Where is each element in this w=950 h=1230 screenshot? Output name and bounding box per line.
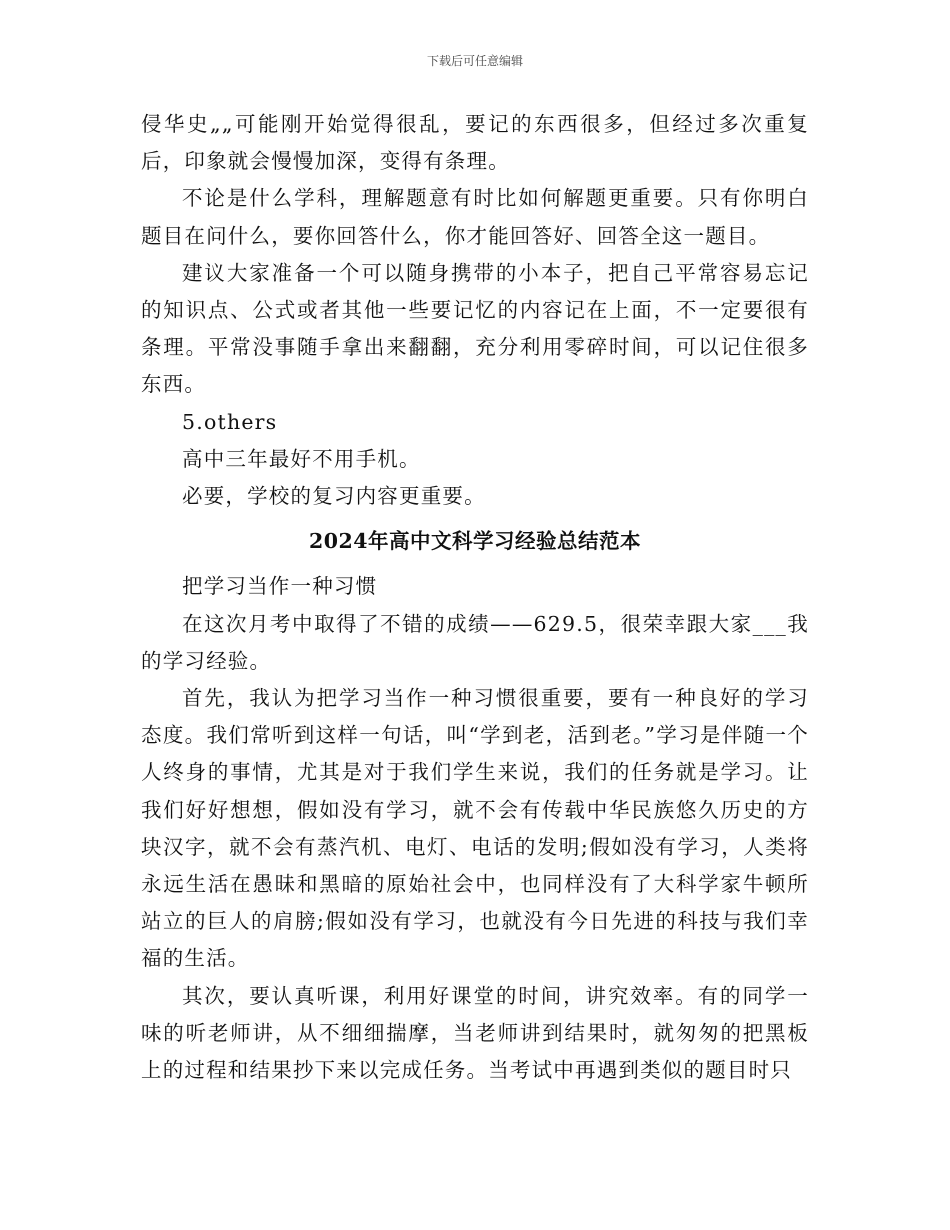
paragraph: 首先，我认为把学习当作一种习惯很重要，要有一种良好的学习态度。我们常听到这样一句话，叫“学到老，活到老。”学习是伴随一个人终身的事情，尤其是对于我们学生来说，我们的任务就是学习。让我们好好想想，假如没有学习，就不会有传载中华民族悠久历史的方块汉字，就不会有蒸汽机、电灯、电话的发明;假如没有学习，人类将永远生活在愚昧和黑暗的原始社会中，也同样没有了大科学家牛顿所站立的巨人的肩膀;假如没有学习，也就没有今日先进的科技与我们幸福的生活。 [141, 686, 809, 971]
section-heading: 5.others [182, 409, 278, 434]
page-header: 下载后可任意编辑 [426, 54, 523, 68]
subtitle: 把学习当作一种习惯 [182, 574, 378, 599]
paragraph: 在这次月考中取得了不错的成绩——629.5，很荣幸跟大家___我的学习经验。 [141, 611, 809, 673]
document-body [141, 106, 809, 1089]
paragraph: 高中三年最好不用手机。 [182, 446, 421, 471]
paragraph: 其次，要认真听课，利用好课堂的时间，讲究效率。有的同学一味的听老师讲，从不细细揣摩，当老师讲到结果时，就匆匆的把黑板上的过程和结果抄下来以完成任务。当考试中再遇到类似的题目时只 [141, 983, 809, 1083]
paragraph: 必要，学校的复习内容更重要。 [182, 484, 486, 509]
paragraph: 侵华史„„可能刚开始觉得很乱，要记的东西很多，但经过多次重复后，印象就会慢慢加深，变得有条理。 [141, 112, 809, 174]
document-title: 2024年高中文科学习经验总结范本 [308, 529, 642, 554]
paragraph: 不论是什么学科，理解题意有时比如何解题更重要。只有你明白题目在问什么，要你回答什么，你才能回答好、回答全这一题目。 [141, 186, 809, 248]
paragraph: 建议大家准备一个可以随身携带的小本子，把自己平常容易忘记的知识点、公式或者其他一些要记忆的内容记在上面，不一定要很有条理。平常没事随手拿出来翻翻，充分利用零碎时间，可以记住很多东西。 [141, 260, 809, 397]
